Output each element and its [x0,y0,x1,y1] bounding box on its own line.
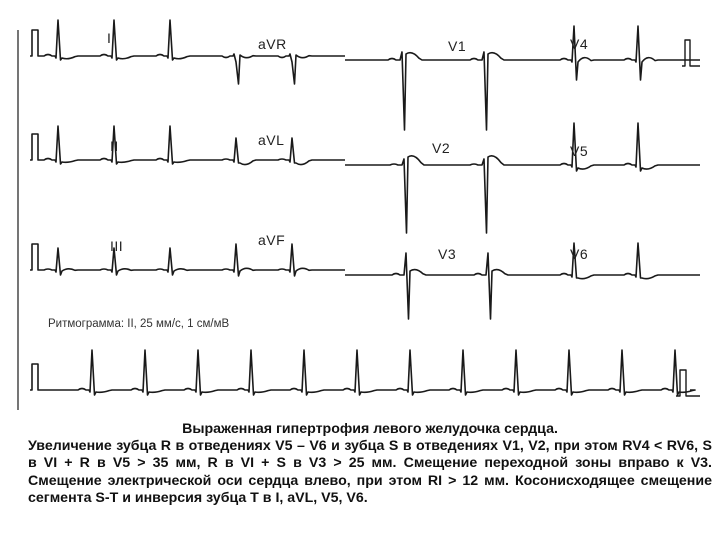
lead-label-i: I [107,30,112,46]
trace-rhythm-ii [30,350,695,395]
lead-label-v3: V3 [438,246,457,262]
trace-lead-v3 [345,253,550,319]
rhythm-strip-caption: Ритмограмма: II, 25 мм/с, 1 см/мВ [48,318,230,330]
caption-body: Увеличение зубца R в отведениях V5 – V6 и зубца S в отведениях V1, V2, при этом RV4 < RV6, S в VI + R в V5 > 35 мм, R в VI + S в V3 > 25 мм. Смещение переходной зоны вправо к V3. Смещение электрической оси сердца влево, при этом RI > 12 мм. Косонисходящее смещение сегмента S-T и инверсия зубца Т в I, aVL, V5, V6. [28,438,712,506]
lead-label-v1: V1 [448,38,467,54]
trace-lead-v4 [550,26,700,80]
lead-label-avr: aVR [258,36,287,52]
lead-label-iii: III [110,238,124,254]
lead-label-v2: V2 [432,140,451,156]
trace-lead-v1 [345,52,550,130]
lead-label-v5: V5 [570,143,589,159]
lead-label-v4: V4 [570,36,589,52]
lead-label-v6: V6 [570,246,589,262]
lead-label-avf: aVF [258,232,286,248]
trace-lead-avr [200,54,345,84]
trace-lead-v2 [345,156,550,233]
trace-lead-avf [200,244,345,276]
trace-lead-i [30,20,200,60]
cal-pulse-row1 [682,40,700,66]
figure-caption [28,421,712,507]
lead-label-ii: II [110,138,119,154]
caption-title: Выраженная гипертрофия левого желудочка сердца. [182,421,558,437]
lead-label-avl: aVL [258,132,285,148]
